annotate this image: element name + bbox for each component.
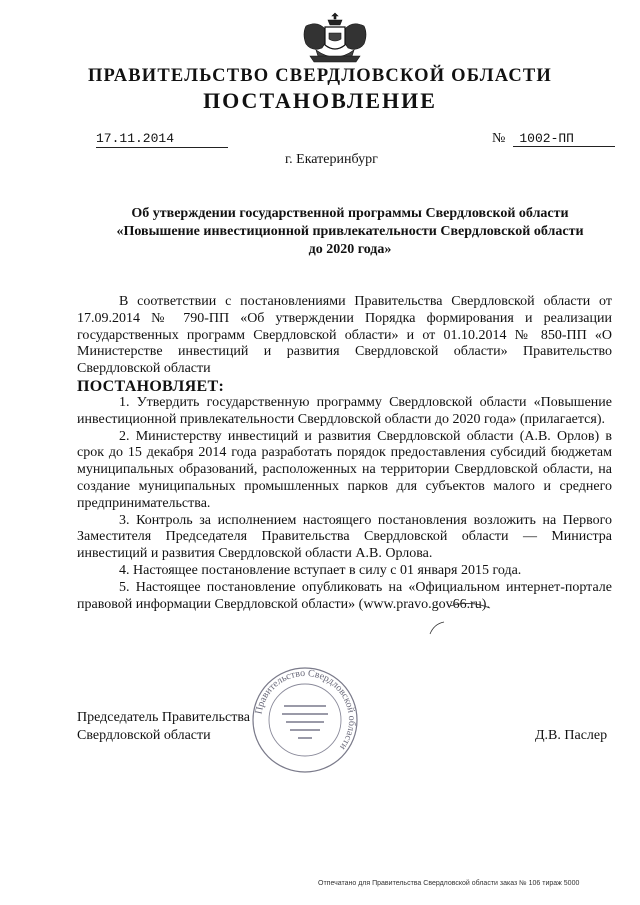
document-number-block <box>492 131 615 147</box>
item-5: 5. Настоящее постановление опубликовать на «Официальном интернет-портале правовой информации Свердловской области» (www.pravo.gov66.ru). <box>77 579 612 612</box>
print-footer: Отпечатано для Правительства Свердловской области заказ № 106 тираж 5000 <box>318 880 580 887</box>
item-2: 2. Министерству инвестиций и развития Свердловской области (А.В. Орлов) в срок до 15 декабря 2014 года разработать порядок предоставления субсидий бюджетам муниципальных образований, расположенных на территории Свердловской области, на создание муниципальных промышленных парков для субъектов малого и среднего предпринимательства. <box>77 428 612 511</box>
coat-of-arms-emblem <box>298 12 372 70</box>
signatory-position <box>77 709 250 745</box>
document-title <box>100 205 600 259</box>
document-type: ПОСТАНОВЛЕНИЕ <box>203 88 437 113</box>
item-1: 1. Утвердить государственную программу Свердловской области «Повышение инвестиционной привлекательности Свердловской области до 2020 года» (прилагается). <box>77 394 612 427</box>
title-line-1: Об утверждении государственной программы Свердловской области <box>131 206 569 221</box>
item-3: 3. Контроль за исполнением настоящего постановления возложить на Первого Заместителя Председателя Правительства Свердловской области — Министра инвестиций и развития Свердловской области А.В. Орлова. <box>77 512 612 562</box>
city: г. Екатеринбург <box>285 152 378 167</box>
item-4: 4. Настоящее постановление вступает в силу с 01 января 2015 года. <box>119 562 522 578</box>
signatory-position-line-2: Свердловской области <box>77 728 211 743</box>
government-name: ПРАВИТЕЛЬСТВО СВЕРДЛОВСКОЙ ОБЛАСТИ <box>87 66 553 86</box>
svg-text:Правительство Свердловской обл <box>253 668 357 752</box>
document-body <box>77 294 612 613</box>
preamble: В соответствии с постановлениями Правительства Свердловской области от 17.09.2014 № 790-ПП «Об утверждении Порядка формирования и реализации государственных программ Свердловской области» и от 01.10.2014 № 850-ПП «О Министерстве инвестиций и развития Свердловской области» Правительство Свердловской области <box>77 294 612 377</box>
document-date: 17.11.2014 <box>96 131 228 148</box>
official-seal-stamp <box>250 665 360 775</box>
signatory-position-line-1: Председатель Правительства <box>77 710 250 725</box>
handwritten-mark <box>420 598 580 638</box>
number-sign: № <box>492 131 506 146</box>
title-line-3: до 2020 года» <box>308 242 392 257</box>
title-line-2: «Повышение инвестиционной привлекательности Свердловской области <box>116 224 584 239</box>
seal-ring-text: Правительство Свердловской области <box>253 667 358 752</box>
decree-heading: ПОСТАНОВЛЯЕТ: <box>77 377 225 395</box>
document-number: 1002-ПП <box>513 131 615 147</box>
signatory-name: Д.В. Паслер <box>535 728 608 743</box>
